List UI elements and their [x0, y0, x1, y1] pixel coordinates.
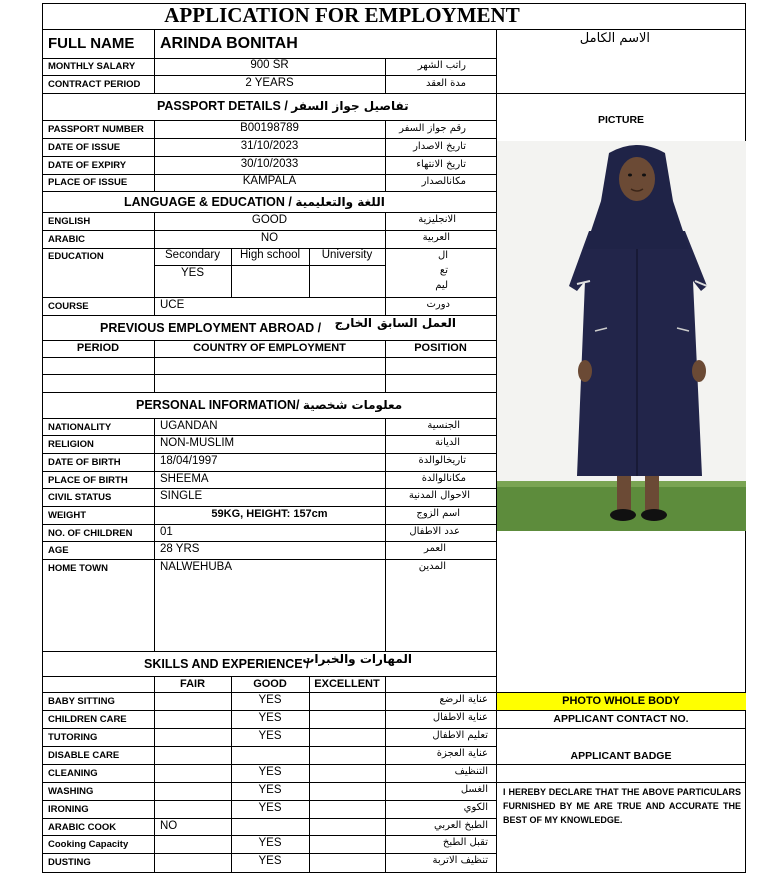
expiry-date-value: 30/10/2033: [240, 158, 299, 170]
hometown-label: HOME TOWN: [48, 563, 108, 574]
nationality-arabic: الجنسية: [427, 420, 460, 431]
skill-label: DISABLE CARE: [48, 750, 120, 761]
full-name-label: FULL NAME: [48, 35, 135, 52]
pob-label: PLACE OF BIRTH: [48, 475, 128, 486]
pob-value: SHEEMA: [160, 473, 209, 485]
religion-arabic: الديانة: [434, 437, 460, 448]
issue-date-value: 31/10/2023: [240, 140, 299, 152]
education-col-university: University: [321, 249, 373, 261]
applicant-photo-illustration: [497, 141, 746, 531]
course-label: COURSE: [48, 301, 89, 312]
skill-col-excellent: EXCELLENT: [314, 678, 380, 690]
nationality-label: NATIONALITY: [48, 422, 112, 433]
weight-value: 59KG, HEIGHT: 157cm: [211, 508, 328, 520]
expiry-date-label: DATE OF EXPIRY: [48, 160, 127, 171]
skill-arabic: تنظيف الاتربة: [432, 855, 488, 866]
english-arabic: الانجليزية: [418, 214, 456, 225]
issue-date-arabic: تاريخ الاصدار: [413, 141, 466, 152]
arabic-lang-arabic: العربية: [422, 232, 450, 243]
skill-arabic: عناية الرضع: [439, 694, 488, 705]
education-value: YES: [180, 267, 204, 279]
place-issue-value: KAMPALA: [242, 175, 297, 187]
skill-good: YES: [258, 766, 282, 778]
applicant-contact-label: APPLICANT CONTACT NO.: [553, 713, 689, 725]
skill-arabic: عناية العجزة: [436, 748, 488, 759]
skills-heading-arabic: المهارات والخبرات: [302, 652, 412, 666]
skill-label: ARABIC COOK: [48, 822, 117, 833]
skill-good: YES: [258, 802, 282, 814]
english-label: ENGLISH: [48, 216, 91, 227]
skill-col-good: GOOD: [253, 678, 287, 690]
civil-status-label: CIVIL STATUS: [48, 492, 112, 503]
skill-label: WASHING: [48, 786, 94, 797]
weight-arabic: اسم الزوج: [416, 508, 460, 519]
course-value: UCE: [160, 299, 185, 311]
skill-arabic: عناية الاطفال: [432, 712, 488, 723]
prev-col-period: PERIOD: [76, 342, 120, 354]
place-issue-arabic: مكانالصدار: [421, 176, 466, 187]
skill-arabic: تقبل الطبخ: [442, 837, 488, 848]
passport-number-label: PASSPORT NUMBER: [48, 124, 144, 135]
salary-label: MONTHLY SALARY: [48, 61, 136, 72]
skill-good: YES: [258, 712, 282, 724]
dob-value: 18/04/1997: [160, 455, 218, 467]
skill-good: YES: [258, 730, 282, 742]
contract-label: CONTRACT PERIOD: [48, 79, 141, 90]
photo-whole-body-label: PHOTO WHOLE BODY: [562, 695, 680, 707]
education-label: EDUCATION: [48, 251, 104, 262]
skill-fair: NO: [160, 820, 178, 832]
education-arabic-1: ال: [437, 250, 448, 261]
skill-good: YES: [258, 837, 282, 849]
language-heading: LANGUAGE & EDUCATION / اللغة والتعليمية: [124, 195, 385, 209]
passport-heading: PASSPORT DETAILS / تفاصيل جواز السفر: [157, 99, 409, 113]
previous-heading: PREVIOUS EMPLOYMENT ABROAD /: [100, 321, 322, 335]
skill-label: Cooking Capacity: [48, 839, 129, 850]
civil-status-arabic: الاحوال المدنية: [408, 490, 470, 501]
skill-label: CHILDREN CARE: [48, 714, 127, 725]
skill-good: YES: [258, 855, 282, 867]
dob-label: DATE OF BIRTH: [48, 457, 121, 468]
applicant-badge-label: APPLICANT BADGE: [570, 750, 672, 762]
full-name-value: ARINDA BONITAH: [160, 35, 298, 52]
expiry-date-arabic: تاريخ الانتهاء: [416, 159, 466, 170]
religion-value: NON-MUSLIM: [160, 437, 235, 449]
skill-good: YES: [258, 784, 282, 796]
pob-arabic: مكانالوالدة: [421, 473, 466, 484]
skill-good: YES: [258, 694, 282, 706]
age-value: 28 YRS: [160, 543, 200, 555]
skills-heading: SKILLS AND EXPERIENCE /: [144, 657, 310, 671]
skill-label: IRONING: [48, 804, 89, 815]
education-col-secondary: Secondary: [165, 249, 220, 261]
full-name-arabic: الاسم الكامل: [579, 31, 650, 46]
skill-label: DUSTING: [48, 857, 91, 868]
skill-col-fair: FAIR: [179, 678, 206, 690]
civil-status-value: SINGLE: [160, 490, 203, 502]
previous-heading-arabic-2: العمل السابق: [377, 316, 456, 330]
hometown-arabic: المدين: [418, 561, 446, 572]
contract-value: 2 YEARS: [245, 77, 294, 89]
skill-label: BABY SITTING: [48, 696, 115, 707]
arabic-lang-value: NO: [260, 232, 279, 244]
salary-arabic: راتب الشهر: [417, 60, 466, 71]
education-col-highschool: High school: [239, 249, 301, 261]
course-arabic: دورت: [426, 299, 450, 310]
age-label: AGE: [48, 545, 69, 556]
issue-date-label: DATE OF ISSUE: [48, 142, 121, 153]
place-issue-label: PLACE OF ISSUE: [48, 177, 128, 188]
skill-arabic: الكوي: [463, 802, 488, 813]
weight-label: WEIGHT: [48, 510, 86, 521]
picture-label: PICTURE: [597, 114, 645, 126]
form-title: APPLICATION FOR EMPLOYMENT: [164, 3, 520, 27]
passport-number-arabic: رقم جواز السفر: [399, 123, 466, 134]
skill-arabic: الطبخ العربي: [434, 820, 488, 831]
dob-arabic: تاريخالوالدة: [418, 455, 466, 466]
age-arabic: العمر: [424, 543, 446, 554]
prev-col-country: COUNTRY OF EMPLOYMENT: [193, 342, 346, 354]
children-arabic: عدد الاطفال: [409, 526, 460, 537]
skill-label: TUTORING: [48, 732, 98, 743]
children-label: NO. OF CHILDREN: [48, 528, 133, 539]
skill-label: CLEANING: [48, 768, 98, 779]
nationality-value: UGANDAN: [160, 420, 218, 432]
salary-value: 900 SR: [250, 59, 289, 71]
english-value: GOOD: [251, 214, 288, 226]
hometown-value: NALWEHUBA: [160, 561, 232, 573]
declaration-text: I HEREBY DECLARE THAT THE ABOVE PARTICULARS FURNISHED BY ME ARE TRUE AND ACCURATE THE BEST OF MY KNOWLEDGE.: [503, 787, 741, 825]
personal-heading: PERSONAL INFORMATION/ معلومات شخصية: [136, 398, 403, 412]
education-arabic-3: ليم: [435, 280, 448, 291]
children-value: 01: [160, 526, 173, 538]
arabic-lang-label: ARABIC: [48, 234, 85, 245]
passport-number-value: B00198789: [240, 122, 299, 134]
previous-heading-arabic-1: الخارج: [334, 316, 372, 330]
religion-label: RELIGION: [48, 439, 94, 450]
skill-arabic: التنظيف: [454, 766, 488, 777]
education-arabic-2: تع: [439, 265, 448, 276]
prev-col-position: POSITION: [414, 342, 467, 354]
contract-arabic: مدة العقد: [426, 78, 466, 89]
skill-arabic: الغسل: [460, 784, 488, 795]
skill-arabic: تعليم الاطفال: [432, 730, 488, 741]
applicant-photo: [497, 141, 746, 531]
